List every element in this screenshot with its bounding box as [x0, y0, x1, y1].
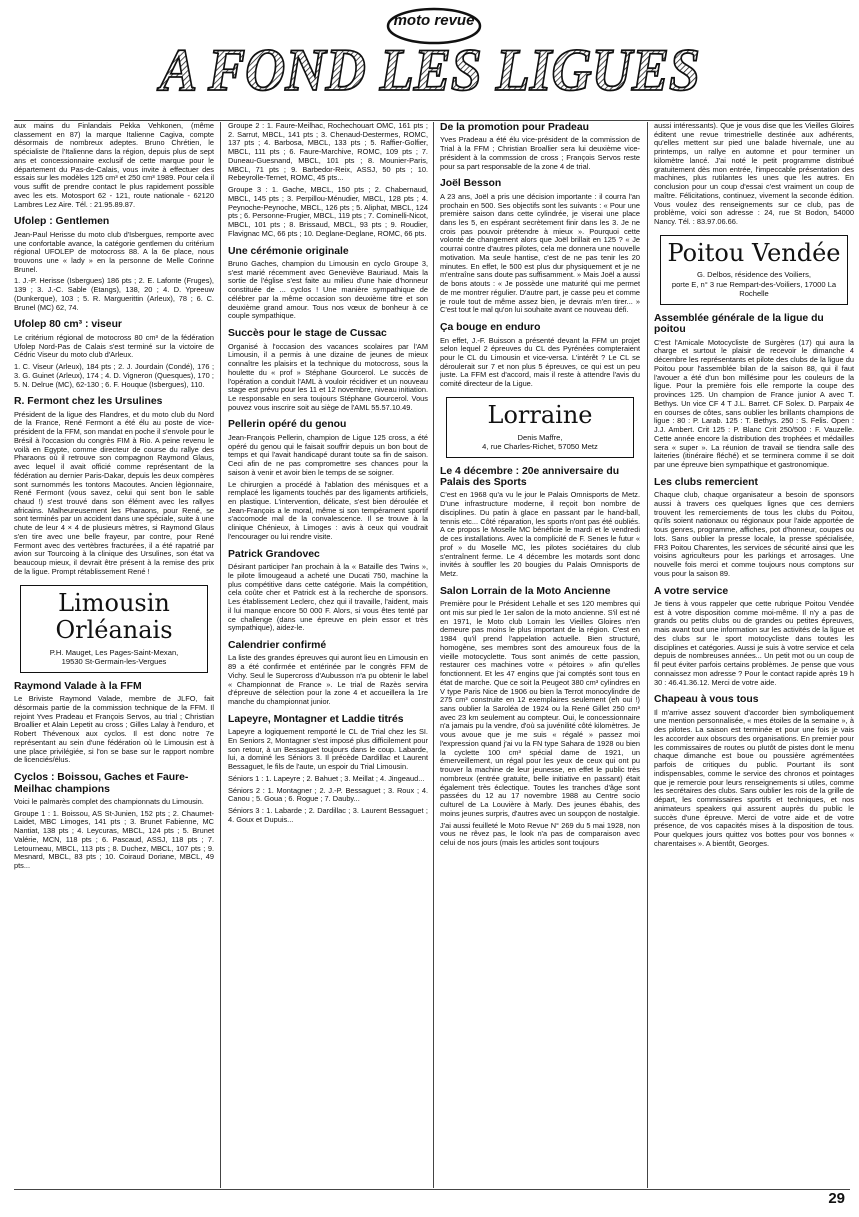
article-heading: R. Fermont chez les Ursulines [14, 396, 163, 408]
article-heading: Raymond Valade à la FFM [14, 680, 142, 692]
league-box-address: porte E, n° 3 rue Rempart-des-Voiliers, 17000 La Rochelle [671, 279, 837, 299]
league-box-lorraine [446, 397, 634, 458]
article-text: Désirant participer l'an prochain à la « Bataille des Twins », le pilote limougeaud a acheté une Ducati 750, machine la plus compétitive dans cette catégorie. Mais la compétition, cela coûte cher et Patrick est à la recherche de sponsors. Les établissement Leclerc, chez qui il travaille, l'aident, mais il lui manque encore 50 000 F. Alors, si vous êtes tenté par ce challenge (dans une épreuve en plein essor et très sympathique), aidez-le. [228, 562, 428, 633]
article-text: Jean-Paul Herisse du moto club d'Isbergues, remporte avec une confortable avance, la catégorie gentlemen du critérium régional UFOLEP de motocross 88. A la 6e place, nous trouvons une « lady » en la personne de Melle Corinne Brunel. [14, 229, 214, 274]
article-heading: Ufolep 80 cm³ : viseur [14, 319, 122, 331]
article-text: 1. C. Viseur (Arleux), 184 pts ; 2. J. Jourdain (Condé), 176 ; 3. G. Guinet (Arleux), 174 ; 4. D. Vigneron (Quesques), 170 ; 5. N. Delrue (MC), 62-130 ; 6. F. Houque (Isbergues), 110. [14, 362, 214, 389]
article-text: La liste des grandes épreuves qui auront lieu en Limousin en 89 a été confirmée et entérinée par le congrès FFM de Vichy. Seul le Supercross d'Aubusson n'a pu obtenir le label « Championnat de France ». Le trial de Razès servira d'épreuve de sélection pour la zone 4 et accueillera la 1re manche du championnat junior. [228, 653, 428, 707]
column-4 [654, 122, 854, 1190]
league-box-address: P.H. Mauget, Les Pages-Saint-Mexan, [49, 647, 179, 657]
article-heading: Une cérémonie originale [228, 245, 349, 257]
article-text: C'est en 1968 qu'a vu le jour le Palais Omnisports de Metz. D'une infrastructure moderne, il reçoit bon nombre de disciplines. Du patin à glace en passant par le hand-ball, tennis etc... Côté réparation, les sports n'ont pas été oubliés. A ce propos le Moselle MC bénéficie le mardi et le vendredi de ces installations. Avec la complicité de F. Senes le futur « prof » du Moselle MC, les pilotes sociétaires du club s'entraînent ferme. Le 4 décembre les motards sont donc invités à souffler les 20 bougies du Palais Omnisports de Metz. [440, 490, 640, 578]
article-text: Séniors 3 : 1. Labarde ; 2. Dardillac ; 3. Laurent Bessaguet ; 4. Goux et Dupuis... [228, 806, 428, 824]
article-heading: A votre service [654, 585, 729, 597]
masthead-title: A FOND LES LIGUES [156, 37, 700, 98]
article-heading: Assemblée générale de la ligue du poitou [654, 312, 824, 336]
article-text: Lapeyre a logiquement remporté le CL de Trial chez les SI. En Seniors 2, Montagner s'est imposé plus difficilement pour son retour, à un Bessaguet toujours dans le coup. Labarde, lui, a dominé les Séniors 3. Il précède Dardillac et Laurent Bessaguet, le fils de l'aute, un espoir du Trial Limousin. [228, 727, 428, 772]
article-text: A 23 ans, Joël a pris une décision importante : il courra l'an prochain en 500. Ses objectifs sont les suivants : « Pour une première saison dans cette cylindrée, je viserai une place dans les 5, en espérant secrètement finir dans les 3. Je ne crois pas pouvoir prétendre à mieux ». Pourquoi cette volonté de changement alors que Joël brillait en 125 ? « Je courrai contre d'autres pilotes, cela me donnera une nouvelle motivation. Ma seule hantise, c'est de ne pas tenir les 20 minutes. En effet, le 500 est plus dur physiquement et je ne m'entraîne sans doute pas suffisamment. » Mais Joël a aussi de bons atouts : « Je possède une maturité qui me permet de me montrer régulier. D'autre part, je casse peu et comme je roule tout de même assez bien, je devrais m'en tirer... » C'est tout le mal qu'on lui souhaite avant ce nouveau défi. [440, 191, 640, 315]
article-text: Le Briviste Raymond Valade, membre de JLFO, fait désormais partie de la commission technique de la FFM. Il rejoint Yves Pradeau et François Servos, au trial ; Christian Broallier et Alain Lepetit au cross ; Gilles Lalay à l'enduro, et Robert Thévenoux aux cyclos. Il est donc notre 7e représentant au sein d'une fédération où le Limousin est à une place privilégiée, si l'on se base sur le rapport nombre de licenciés/élus. [14, 694, 214, 765]
column-3 [440, 122, 640, 1190]
article-text: Groupe 2 : 1. Faure-Meilhac, Rochechouart OMC, 161 pts ; 2. Sarrut, MBCL, 141 pts ; 3. Chenaud-Destermes, ROMC, 137 pts ; 4. Barbosa, MBCL, 133 pts ; 5. Raffier-Golfier, MBCL, 111 pts ; 6. Faure-Marchive, ROMC, 109 pts ; 7. Duneau-Guesnand, MBCL, 101 pts ; 8. Mounier-Paris, MBCL, 71 pts ; 9. Barbedor-Reix, ASSJ, 50 pts ; 10. Rebeyrolle-Ternet, ROMC, 45 pts... [228, 122, 428, 183]
article-heading: Cyclos : Boissou, Gaches et Faure-Meilhac champions [14, 772, 189, 795]
league-box-title: Limousin Orléanais [55, 588, 173, 645]
article-heading: Le 4 décembre : 20e anniversaire du Palais des Sports [440, 465, 620, 488]
article-text: Bruno Gaches, champion du Limousin en cyclo Groupe 3, s'est marié récemment avec Geneviève Bauriaud. Mais la sortie de l'église s'est faite au milieu d'une haie d'honneur constituée de ... cyclos ! Une manière sympathique de célébrer par la même occasion son deuxième titre et son deuxième grand amour. Tous nos vœux de bonheur à ce couple sympathique. [228, 258, 428, 321]
article-text: Jean-François Pellerin, champion de Ligue 125 cross, a été opéré du genou qui le faisait souffrir depuis un bon bout de temps et qui l'avait handicapé durant toute sa fin de saison. Ceci afin de ne pas compromettre ses chances pour la saison à venir et avoir bien le temps de se soigner. [228, 432, 428, 477]
league-box-address: 19530 St-Germain-les-Vergues [61, 657, 167, 667]
article-heading: Joël Besson [440, 178, 502, 190]
article-text: Il m'arrive assez souvent d'accorder bien symboliquement une mention personnalisée, « mes étoiles de la semaine », à des pilotes. La saison est terminée et pour une fois je vais les accorder aux obscurs des organisations. En premier pour les commissaires de routes ou plutôt de pistes dont le menu chaque dimanche est boue ou poussière agrémentées parfois de critiques du public. Pourtant ils sont indispensables, comme le service des chronos et pointages que je remercie pour leurs renseignements si utiles, comme les secrétaires des clubs. Sans oublier les rois de la grille de départ, les commissaires sportifs et techniques, et nos animateurs speakers qui assurent auprès du public le succès d'une épreuve. Merci de votre aide et de votre présence, de vos capacités mises à la disposition de tous. Pour quelques jours quittez vos bottes pour vos bonnes « charentaises ». A bientôt, Georges. [654, 707, 854, 848]
article-text: Séniors 1 : 1. Lapeyre ; 2. Bahuet ; 3. Meillat ; 4. Jingeaud... [228, 773, 425, 783]
article-text: Le chirurgien a procédé à l'ablation des ménisques et a remplacé les ligaments touchés par des ligaments artificiels, en plastique. L'intervention, délicate, s'est bien déroulée et Jean-François a le moral, même si son tempérament sportif s'accomode mal de la convalescence. Il se trouve à la clinique Chénieux, à Limoges : avis à ceux qui voudrait l'encourager ou lui rendre visite. [228, 479, 428, 541]
article-text: En effet, J.-F. Buisson a présenté devant la FFM un projet selon lequel 2 épreuves du CL des Pyrénées compteraient pour le CL du Limousin et vice-versa. L'intérêt ? Le CL se déroulerait sur 7 et non plus 5 épreuves, ce qui est un peu juste. La FFM est d'accord, mais il reste à attendre l'avis du comité directeur de la Ligue. [440, 335, 640, 389]
article-heading: Ufolep : Gentlemen [14, 216, 110, 228]
article-heading: Ça bouge en enduro [440, 322, 541, 334]
article-columns [14, 122, 854, 1190]
league-box-title: Poitou Vendée [667, 238, 841, 267]
article-heading: Salon Lorrain de la Moto Ancienne [440, 585, 611, 597]
top-rule [14, 120, 850, 121]
page-number: 29 [828, 1190, 845, 1207]
article-text: Groupe 1 : 1. Boissou, AS St-Junien, 152 pts ; 2. Chaumet-Laidet, MBC Limoges, 141 pts ; 3. Brunet Fabienne, MC Nantiat, 138 pts ; 4. Leycuras, MBCL, 124 pts ; 5. Brunet Valérie, MCN, 118 pts ; 6. Pascaud, ASSJ, 118 pts ; 7. Letourneau, MBCL, 113 pts ; 8. Duchez, MBCL, 107 pts ; 9. Mesnard, MBCL, 83 pts ; 10. Coiraud Doriane, MBCL, 49 pts... [14, 808, 214, 871]
article-text: Chaque club, chaque organisateur a besoin de sponsors aussi à travers ces quelques lignes que ces derniers trouvent les remerciements de tous les clubs du Poitou, qu'ils soient nationaux ou régionaux pour l'aide apportée de tous genres, programme, affiches, pot d'honneur, coupes ou lots. Sans oublier la presse locale, la presse spécialisée, FR3 Poitou Charentes, les services de sécurité ainsi que les voisins agriculteurs pour les parkings et arrosages. Une nouvelle fois merci et comme toujours nous comptons sur vous pour la saison 89. [654, 490, 854, 578]
masthead-artwork [150, 6, 710, 98]
article-text: aux mains du Finlandais Pekka Vehkonen, (même classement en 87) la marque Italienne Cagiva, compte désormais de nombreux adeptes. Bruno Chrétien, le spécialiste de l'Italienne dans la région, depuis plus de sept ans et concessionnaire exclusif de cette marque pour le département du Pas-de-Calais, vous invite à effectuer des essais sur les modèles 125 cm³ et 250 cm³ 1989. Pour cela il vous suffit de prendre contact le plus rapidement possible avec les ets. Motosport 62 - 121, route nationale - 62120 Lambres Lez Aire. Tél. : 21.95.89.87. [14, 122, 214, 209]
article-text: Groupe 3 : 1. Gache, MBCL, 150 pts ; 2. Chabernaud, MBCL, 145 pts ; 3. Perpillou-Ménudier, MBCL, 128 pts ; 4. Peynoche-Peynoche, MBCL, 126 pts ; 5. Aliphat, MBCL, 124 pts ; 6. Personne-Frugier, MBCL, 119 pts ; 7. Cominelli-Nicot, MBCL, 101 pts ; 8. Brissaud, MBCL, 93 pts ; 9. Roudier, Flavignac MC, 66 pts ; 10. Deglane-Deglane, ROMC, 66 pts. [228, 185, 428, 238]
article-text: C'est l'Amicale Motocycliste de Surgères (17) qui aura la charge et surtout le plaisir de recevoir le dimanche 4 décembre les représentants et pilote des clubs de la ligue du Poitou pour l'assemblée bilan de la saison 88, qui il faut l'avouer a été d'un bon millésime pour les couleurs de la ligue. Pour la première fois elle remporte la coupe des provinces 125. Un champion de France junior A avec T. Bethys. Un vice CF 4 T J.L. Barret. CF Solex. D. Parpaix 4e en courses de côtes, sans oublier les brillants champions de ligue : 80 : P. Larab. 125 : T. Bethys. 250 : S. Felis. Open : J.J. Ambert. Crit 125 : P. Blanc Crit 250/500 : F. Vauzelle. Cette année encore la distribution des trophées et médailles sera « super ». La réunion de travail se tiendra salle des laiteries (itinéraire fléché) et se terminera comme il se doit par une épreuve bien sympathique et gastronomique. [654, 337, 854, 470]
article-heading: Chapeau à vous tous [654, 694, 759, 706]
article-text: Le critérium régional de motocross 80 cm³ de la fédération Ufolep Nord-Pas de Calais s'est terminé sur la victoire de Cédric Viseur du moto club d'Arleux. [14, 332, 214, 360]
article-text: Yves Pradeau a été élu vice-président de la commission de Trial à la FFM ; Christian Broallier sera lui deuxième vice-président à la commssion de cross ; François Servos reste pour sa part responsable de la zone 4 de trial. [440, 135, 640, 171]
article-heading: Les clubs remercient [654, 476, 758, 488]
league-box-title: Lorraine [487, 400, 593, 429]
league-box-address: G. Delbos, résidence des Voiliers, [697, 270, 811, 280]
article-text: Président de la ligue des Flandres, et du moto club du Nord de la France, René Fermont a été élu au poste de vice-président de la FFM, son mandat en poche il s'envole pour le Brésil à l'occasion du congrès FIM à Rio. A peine revenu le voilà en Egypte, comme directeur de course du rallye des Pharaons où il retrouve son compagnon Raymond Glaus, avec lequel il avait officié comme représentant de la fédération au dernier Paris-Dakar, depuis les deux compères sont surnommés les tontons Macoutes. Ancien lègionnaire, René Fermont (vous savez, celui qui sent bon le sable chaud !) s'est trouvé dans son élément avec les rallyes africains. Malheureusement les Pharaons, pour René, se sont terminés par un accident dans une spéciale, suite à une chute de leur 4 × 4 de plusieurs mètres, si Raymond Glaus s'en tire avec une belle frayeur, par contre, pour René Fermont avec des vertèbres fracturées, il a été rapatrié par avion sur Tourcoing à la clinique des Ursulines, son état va beaucoup mieux, il devrait être présent à la remise des prix de la ligue. Prompt rétablissement René ! [14, 409, 214, 576]
logo-text: moto revue [393, 12, 475, 29]
league-box-address: 4, rue Charles-Richet, 57050 Metz [482, 442, 598, 452]
column-2 [228, 122, 428, 1190]
league-box-limousin [20, 585, 208, 673]
column-1 [14, 122, 214, 1190]
article-heading: Calendrier confirmé [228, 640, 327, 651]
article-text: Organisé à l'occasion des vacances scolaires par l'AM Limousin, il a permis à une dizaine de jeunes de mieux connaître les plaisirs et la technique du motocross, sous la houlette du « prof » Stéphane Gourcerol. Le succès de l'opération a conduit l'AML à vouloir récidiver et un nouveau stage est prévu pour les 11 et 12 novembre, niveau initiation. Le responsable en sera toujours Stéphane Gourcerol. Vous pouvez vous inscrire soit au siège de l'AML 55.57.10.49. [228, 341, 428, 412]
article-heading: De la promotion pour Pradeau [440, 122, 589, 133]
article-heading: Pellerin opéré du genou [228, 419, 347, 431]
article-heading: Patrick Grandovec [228, 548, 320, 560]
article-text: Séniors 2 : 1. Montagner ; 2. J.-P. Bessaguet ; 3. Roux ; 4. Canou ; 5. Goua ; 6. Rogue ; 7. Dauby... [228, 785, 428, 804]
article-text: Première pour le Président Lehalle et ses 120 membres qui ont mis sur pied le 1er salon de la moto ancienne. S'il est né en 1971, le Moto club Lorrain les Vieilles Gloires n'en demeure pas moins le plus important de la région. C'est en 1984 qu'il prend l'appelation actuelle. Bien structuré, homogène, ses membres sont des amoureux fous de la vieille motocyclette. Tous sont animés de cette passion, restaurer ces machines votre « pétoires » afin qu'elles fonctionnent. Et les 47 engins que j'ai comptés sont tous en état de marche. Que ce soit la Peugeot 380 cm³ cylindres en V type Paris Nice de 1906 ou bien la Terrot monocylindre de 275 cm³ construite en 12 exemplaires seulement (eh oui !) sans oublier la Saroléa de 1924 ou la René Gillet 250 cm³ avec 23 km seulement au compteur. Oui, le concessionnaire n'a jamais pu la vendre, d'où sa juvénilité côté kilomètres. Je vous avoue que je me suis « régalé » passez moi l'expression quand j'ai vu la FN type Sahara de 1928 ou bien la cyclette 100 cm³ spécial dame de 1921, un émerveillement, un régal pour les yeux de ceux qui ont pu trouver la machine de leur jeunesse, en effet le public très nombreux (entrée gratuite, belle initiative en passant) était également très éclectique. Toutes les tranches d'âge sont passées du 12 au 17 novembre 1988 au Centre socio culturel de La Louvière à Marly. Des jeunes ébahis, des moins jeunes surpris, d'autres avec un soupçon de nostalgie. [440, 599, 640, 818]
masthead [150, 6, 710, 98]
league-box-address: Denis Maffre, [517, 432, 563, 442]
article-text: Je tiens à vous rappeler que cette rubrique Poitou Vendée est à votre disposition comme moi-même. Il n'y a pas de grands ou petits clubs ou de grandes ou petites épreuves, mais avant tout une information sur les activités de la ligue et des clubs sur le sport motocycliste dans toutes les disciplines et catégories. Aussi je suis à votre service et cela depuis de nombreuses années... Un petit mot ou un coup de fil peut éviter parfois certains problèmes. Je pense que vous connaissez mon adresse ? Pour le contact rapide après 19 h 30 : 46.41.36.12. Merci de votre aide. [654, 598, 854, 687]
article-text: Voici le palmarès complet des championnats du Limousin. [14, 796, 204, 806]
article-text: aussi intéressants). Que je vous dise que les Vieilles Gloires éditent une revue trimestrielle destinée aux adhérents, qu'elles mettent sur pied une balade hivernale, une au printemps, un rallye en automne et pour terminer un kilomètre lancé. J'ai noté le petit programme distribué gratuitement dès mon entrée, l'impeccable présentation des machines, plus rutilantes les unes que les autres. En conclusion pour un coup d'essai c'est vraiment un coup de maître. Félicitations, continuez, vivement la seconde édition. Vous voulez des renseignements sur ce club, pas de problème, voici son adresse : 24, rue St Bodon, 54000 Nancy. Tél. : 83.97.06.66. [654, 122, 854, 227]
article-text: 1. J.-P. Herisse (Isbergues) 186 pts ; 2. E. Lafonte (Fruges), 139 ; 3. J.-C. Sable (Etangs), 138, 20 ; 4. D. Ypreeuw (Dunkerque), 103 ; 5. R. Marguerittin (Arleux), 78 ; 6. C. Brunel (MC) 62, 74. [14, 276, 214, 312]
article-heading: Lapeyre, Montagner et Laddie titrés [228, 713, 404, 725]
article-text: J'ai aussi feuilleté le Moto Revue N° 269 du 5 mai 1928, non vous ne rêvez pas, le look n'a pas de comparaison avec celui de nos jours (mais les articles sont toujours [440, 820, 640, 847]
article-heading: Succès pour le stage de Cussac [228, 328, 387, 340]
league-box-poitou-vendee [660, 235, 848, 305]
